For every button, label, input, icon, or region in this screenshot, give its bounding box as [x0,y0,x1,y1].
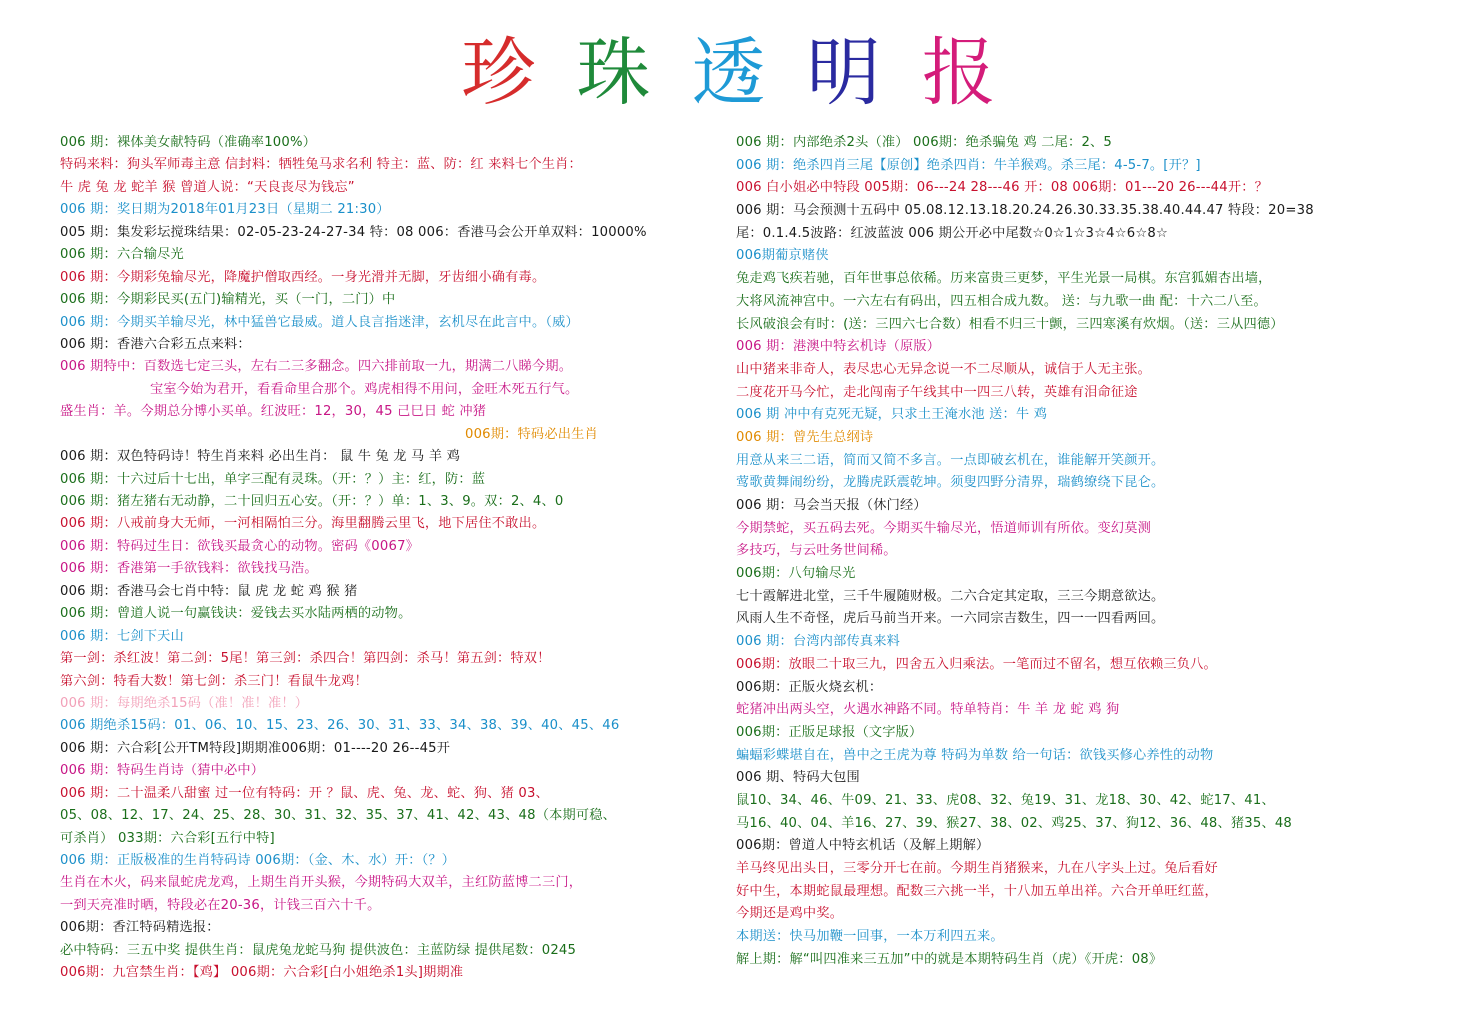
text-line: 006 期 冲中有克死无疑，只求土王淹水池 送：牛 鸡 [736,407,1048,423]
text-line: 006 期：正版极准的生肖特码诗 006期：（金、木、水）开：（？） [60,853,456,868]
text-line: 006 期：双色特码诗！特生肖来料 必出生肖： 鼠 牛 兔 龙 马 羊 鸡 [60,449,460,465]
text-line: 006 期：内部绝杀2头（准） 006期：绝杀骗兔 鸡 二尾：2、5 [736,135,1113,150]
text-line: 蝙蝠彩蝶堪自在，兽中之王虎为尊 特码为单数 给一句话：欲钱买修心养性的动物 [736,747,1214,763]
text-line: 大将风流神宫中。一六左右有码出，四五相合成九数。 送：与九歌一曲 配：十六二八至。 [736,293,1267,309]
text-line: 第六剑：特看大数！第七剑：杀三门！看鼠牛龙鸡！ [60,673,368,689]
text-line: 006 期：今期彩兔输尽光，降魔护僧取西经。一身光滑并无脚，牙齿细小确有毒。 [60,269,546,285]
text-line: 006 期：马会当天报（休门经） [736,498,927,513]
text-line: 006 期：特码过生日：欲钱买最贪心的动物。密码《0067》 [60,538,420,554]
text-line: 莺歌黄舞闹纷纷，龙腾虎跃震乾坤。须叟四野分清界，瑞鹤缭绕下昆仑。 [736,475,1165,491]
title-char-5: 报 [921,30,996,116]
text-line: 006 期特中：百数选七定三头，左右二三多翻念。四六排前取一九，期满二八睇今期。 [60,359,573,375]
text-line: 006 期：香港六合彩五点来料： [60,336,251,352]
text-line: 006期：香江特码精选报： [60,920,220,936]
text-line: 盛生肖：羊。今期总分博小买单。红波旺：12，30，45 己巳日 蛇 冲猪 [60,404,487,420]
text-line: 羊马终见出头日，三零分开七在前。今期生肖猪猴来，九在八字头上过。兔后看好 [736,861,1218,876]
text-line: 006 期：香港马会七肖中特：鼠 虎 龙 蛇 鸡 猴 猪 [60,583,358,599]
text-line: 006 期：今期买羊输尽光，林中猛兽它最威。道人良言指迷津，玄机尽在此言中。（威） [60,314,579,330]
text-line: 多技巧，与云吐务世间稀。 [736,543,897,559]
text-line: 七十霞解进北堂，三千牛履随财极。二六合定其定取，三三今期意欲达。 [736,588,1165,604]
text-line: 006 期：曾先生总纲诗 [736,429,874,445]
text-line: 05、08、12、17、24、25、28、30、31、32、35、37、41、42、43、48（本期可稳、 [60,808,617,824]
text-line: 尾：0.1.4.5波路：红波蓝波 006 期公开必中尾数☆0☆1☆3☆4☆6☆8☆ [736,225,1168,241]
text-line: 006 期：特码生肖诗（猜中必中） [60,763,265,779]
masthead-title [0,28,1457,128]
text-line: 006期：正版足球报（文字版） [736,724,923,740]
text-line: 006 期：台湾内部传真来料 [736,634,901,650]
text-line: 006期：九宫禁生肖：【鸡】 006期：六合彩[白小姐绝杀1头]期期准 [60,965,464,981]
text-line: 006 期：裸体美女献特码（准确率100%） [60,135,317,150]
text-line: 006 期：六合彩[公开TM特段]期期准006期：01----20 26--45开 [60,740,451,756]
title-char-2: 珠 [576,30,651,116]
text-line: 006 期：七剑下天山 [60,628,184,644]
text-line: 006 白小姐必中特段 005期：06---24 28---46 开：08 006期：01---20 26---44开：？ [736,180,1268,196]
text-line: 宝室今始为君开，看看命里合那个。鸡虎相得不用问，金旺木死五行气。 [150,381,579,397]
text-line: 006 期绝杀15码：01、06、10、15、23、26、30、31、33、34、38、39、40、45、46 [60,718,620,734]
right-column [736,132,1426,971]
text-line: 好中生，本期蛇鼠最理想。配数三六挑一半，十八加五单出祥。六合开单旺红蓝， [736,883,1218,899]
text-line: 生肖在木火，码来鼠蛇虎龙鸡，上期生肖开头猴，今期特码大双羊，主红防蓝博二三门， [60,875,583,891]
text-line: 006 期：猪左猪右无动静，二十回归五心安。（开：？）单：1、3、9。双：2、4、0 [60,494,564,509]
text-line: 必中特码：三五中奖 提供生肖：鼠虎兔龙蛇马狗 提供波色：主蓝防绿 提供尾数：0245 [60,942,577,958]
text-line: 马16、40、04、羊16、27、39、猴27、38、02、鸡25、37、狗12、36、48、猪35、48 [736,815,1293,831]
text-line: 风雨人生不奇怪，虎后马前当开来。一六同宗吉数生，四一一四看两回。 [736,611,1165,627]
text-line: 006期：放眼二十取三九，四舍五入归乘法。一笔而过不留名，想互依赖三负八。 [736,656,1217,672]
text-line: 006期：特码必出生肖 [465,426,598,442]
text-line: 005 期：集发彩坛搅珠结果：02-05-23-24-27-34 特：08 006：香港马会公开单双料：10000% [60,224,647,240]
text-line: 006 期：十六过后十七出，单字三配有灵珠。（开：？）主：红，防：蓝 [60,471,486,487]
title-char-4: 明 [806,30,881,116]
text-line: 特码来料：狗头军师毒主意 信封料：牺牲兔马求名利 特主：蓝、防：红 来料七个生肖： [60,157,582,173]
text-line: 006 期：奖日期为2018年01月23日（星期二 21:30） [60,202,390,218]
text-line: 可杀肖） 033期：六合彩[五行中特] [60,830,275,846]
text-line: 006 期：香港第一手欲钱料：欲钱找马浩。 [60,561,318,577]
text-line: 006 期：六合输尽光 [60,247,184,263]
text-line: 兔走鸡飞疾若驰，百年世事总依稀。历来富贵三更梦，平生光景一局棋。东宫狐媚杏出墙， [736,271,1272,287]
text-line: 二度花开马今忙，走北闯南子午线其中一四三八转，英雄有泪命征途 [736,384,1138,400]
text-line: 006 期：八戒前身大无师，一河相隔怕三分。海里翻腾云里飞，地下居住不敢出。 [60,516,546,532]
text-line: 006期葡京赌侠 [736,248,829,264]
text-line: 006 期：今期彩民买(五门)输精光，买（一门，二门）中 [60,292,396,308]
title-char-3: 透 [691,30,766,116]
text-line: 006 期：马会预测十五码中 05.08.12.13.18.20.24.26.30.33.35.38.40.44.47 特段：20=38 [736,203,1314,219]
text-line: 今期禁蛇，买五码去死。今期买牛输尽光，悟道师训有所依。变幻莫测 [736,520,1152,536]
text-line: 006 期：绝杀四肖三尾【原创】绝杀四肖：牛羊猴鸡。杀三尾：4-5-7。[开？] [736,157,1201,173]
text-line: 006期：八句输尽光 [736,566,856,582]
title-char-1: 珍 [461,30,536,116]
text-line: 006期：曾道人中特玄机话（及解上期解） [736,838,990,854]
text-line: 本期送：快马加鞭一回事，一本万利四五来。 [736,929,1004,945]
text-line: 今期还是鸡中奖。 [736,906,844,922]
text-line: 解上期：解“叫四准来三五加”中的就是本期特码生肖（虎）《开虎：08》 [736,951,1163,967]
text-line: 006 期：每期绝杀15码（准！准！准！） [60,695,309,711]
text-line: 006 期：曾道人说一句赢钱诀：爱钱去买水陆两栖的动物。 [60,606,412,622]
text-line: 006期：正版火烧玄机： [736,679,883,695]
text-line: 006 期、特码大包围 [736,770,860,786]
text-line: 第一剑：杀红波！第二剑：5尾！第三剑：杀四合！第四剑：杀马！第五剑：特双！ [60,651,551,667]
text-line: 长风破浪会有时：(送：三四六七合数）相看不归三十颤，三四寒溪有炊烟。（送：三从四德） [736,316,1284,332]
text-line: 蛇猪冲出两头空，火遇水神路不同。特单特肖：牛 羊 龙 蛇 鸡 狗 [736,702,1120,718]
text-line: 006 期：二十温柔八甜蜜 过一位有特码：开 ？鼠、虎、兔、龙、蛇、狗、猪 03、 [60,785,549,801]
left-column [60,132,725,985]
text-line: 牛 虎 兔 龙 蛇羊 猴 曾道人说：“天良丧尽为钱忘” [60,179,355,195]
text-line: 鼠10、34、46、牛09、21、33、虎08、32、兔19、31、龙18、30、42、蛇17、41、 [736,792,1275,808]
text-line: 山中猪来非奇人，表尽忠心无异念说一不二尽顺从，诚信于人无主张。 [736,361,1152,377]
text-line: 用意从来三二语，简而又简不多言。一点即破玄机在，谁能解开笑颜开。 [736,452,1165,468]
text-line: 一到天亮准时晒，特段必在20-36，计钱三百六十千。 [60,897,381,913]
text-line: 006 期：港澳中特玄机诗（原版） [736,339,941,355]
